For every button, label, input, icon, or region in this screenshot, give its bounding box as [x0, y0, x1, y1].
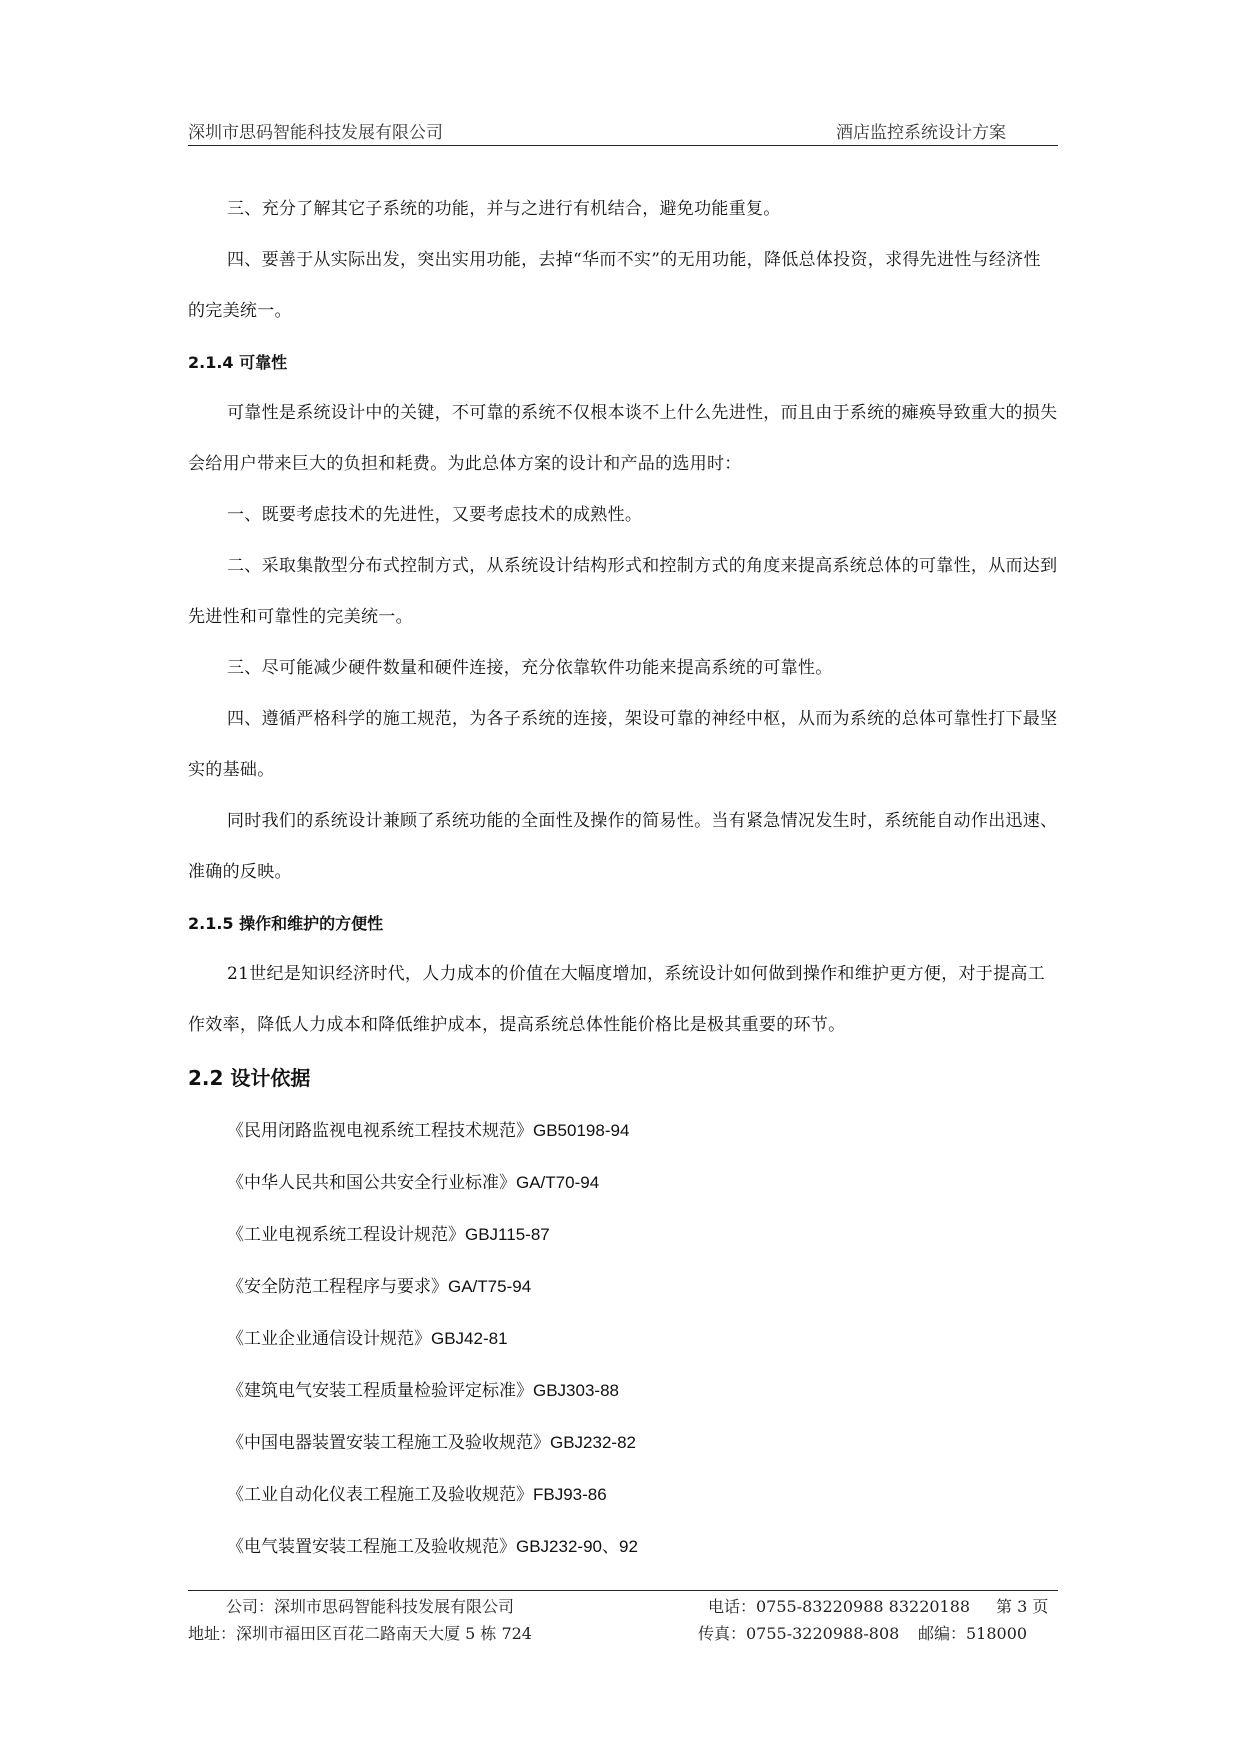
- paragraph: 一、既要考虑技术的先进性，又要考虑技术的成熟性。: [227, 505, 643, 525]
- reference-item: [188, 1261, 1058, 1313]
- footer-address: 地址：深圳市福田区百花二路南天大厦 5 栋 724: [188, 1624, 532, 1643]
- reference-code: FBJ93-86: [533, 1485, 607, 1504]
- page-content: [188, 184, 1058, 1573]
- reference-code: GBJ303-88: [533, 1381, 619, 1400]
- reference-title: 《中国电器装置安装工程施工及验收规范》: [227, 1433, 550, 1453]
- reference-title: 《工业电视系统工程设计规范》: [227, 1225, 465, 1245]
- header-company: 深圳市思码智能科技发展有限公司: [188, 123, 443, 143]
- paragraph: 四、遵循严格科学的施工规范，为各子系统的连接，架设可靠的神经中枢，从而为系统的总体可靠性打下最坚实的基础。: [188, 709, 1058, 780]
- reference-item: [188, 1417, 1058, 1469]
- paragraph: 21世纪是知识经济时代，人力成本的价值在大幅度增加，系统设计如何做到操作和维护更方便，对于提高工作效率，降低人力成本和降低维护成本，提高系统总体性能价格比是极其重要的环节。: [188, 964, 1046, 1035]
- paragraph: 可靠性是系统设计中的关键，不可靠的系统不仅根本谈不上什么先进性，而且由于系统的瘫痪导致重大的损失会给用户带来巨大的负担和耗费。为此总体方案的设计和产品的选用时：: [188, 403, 1058, 474]
- reference-title: 《安全防范工程程序与要求》: [227, 1277, 448, 1297]
- header-divider: [188, 145, 1058, 146]
- section-heading-2-1-4: 2.1.4 可靠性: [188, 353, 288, 372]
- reference-item: [188, 1521, 1058, 1573]
- footer-phone: 电话：0755-83220988 83220188: [708, 1597, 971, 1616]
- paragraph: 三、尽可能减少硬件数量和硬件连接，充分依靠软件功能来提高系统的可靠性。: [227, 658, 833, 678]
- footer-company: 公司：深圳市思码智能科技发展有限公司: [226, 1597, 515, 1616]
- reference-item: [188, 1157, 1058, 1209]
- footer-fax: 传真：0755-3220988-808: [698, 1624, 900, 1643]
- reference-code: GA/T75-94: [448, 1277, 532, 1296]
- reference-code: GBJ232-82: [550, 1433, 636, 1452]
- footer-page-number: 第 3 页: [996, 1597, 1049, 1616]
- reference-title: 《中华人民共和国公共安全行业标准》: [227, 1173, 516, 1193]
- reference-list: [188, 1105, 1058, 1573]
- reference-title: 《电气装置安装工程施工及验收规范》: [227, 1537, 516, 1557]
- reference-item: [188, 1313, 1058, 1365]
- reference-code: GA/T70-94: [516, 1173, 600, 1192]
- reference-title: 《工业自动化仪表工程施工及验收规范》: [227, 1485, 533, 1505]
- paragraph: 四、要善于从实际出发，突出实用功能，去掉“华而不实”的无用功能，降低总体投资，求得先进性与经济性的完美统一。: [188, 250, 1041, 321]
- reference-title: 《民用闭路监视电视系统工程技术规范》: [227, 1121, 533, 1141]
- reference-item: [188, 1365, 1058, 1417]
- header-doc-title: 酒店监控系统设计方案: [836, 123, 1006, 143]
- footer-postcode: 邮编：518000: [918, 1624, 1028, 1643]
- reference-item: [188, 1105, 1058, 1157]
- page-footer: [188, 1594, 1058, 1654]
- paragraph: 三、充分了解其它子系统的功能，并与之进行有机结合，避免功能重复。: [227, 199, 781, 219]
- reference-item: [188, 1469, 1058, 1521]
- reference-code: GBJ232-90、92: [516, 1537, 638, 1556]
- reference-title: 《建筑电气安装工程质量检验评定标准》: [227, 1381, 533, 1401]
- reference-title: 《工业企业通信设计规范》: [227, 1329, 431, 1349]
- section-heading-2-1-5: 2.1.5 操作和维护的方便性: [188, 914, 384, 933]
- page-header: [188, 118, 1058, 144]
- reference-item: [188, 1209, 1058, 1261]
- footer-divider: [188, 1590, 1058, 1591]
- reference-code: GBJ42-81: [431, 1329, 508, 1348]
- paragraph: 同时我们的系统设计兼顾了系统功能的全面性及操作的简易性。当有紧急情况发生时，系统能自动作出迅速、准确的反映。: [188, 811, 1058, 882]
- reference-code: GBJ115-87: [465, 1225, 550, 1244]
- section-heading-2-2: 2.2 设计依据: [188, 1066, 311, 1090]
- paragraph: 二、采取集散型分布式控制方式，从系统设计结构形式和控制方式的角度来提高系统总体的可靠性，从而达到先进性和可靠性的完美统一。: [188, 556, 1058, 627]
- reference-code: GB50198-94: [533, 1121, 630, 1140]
